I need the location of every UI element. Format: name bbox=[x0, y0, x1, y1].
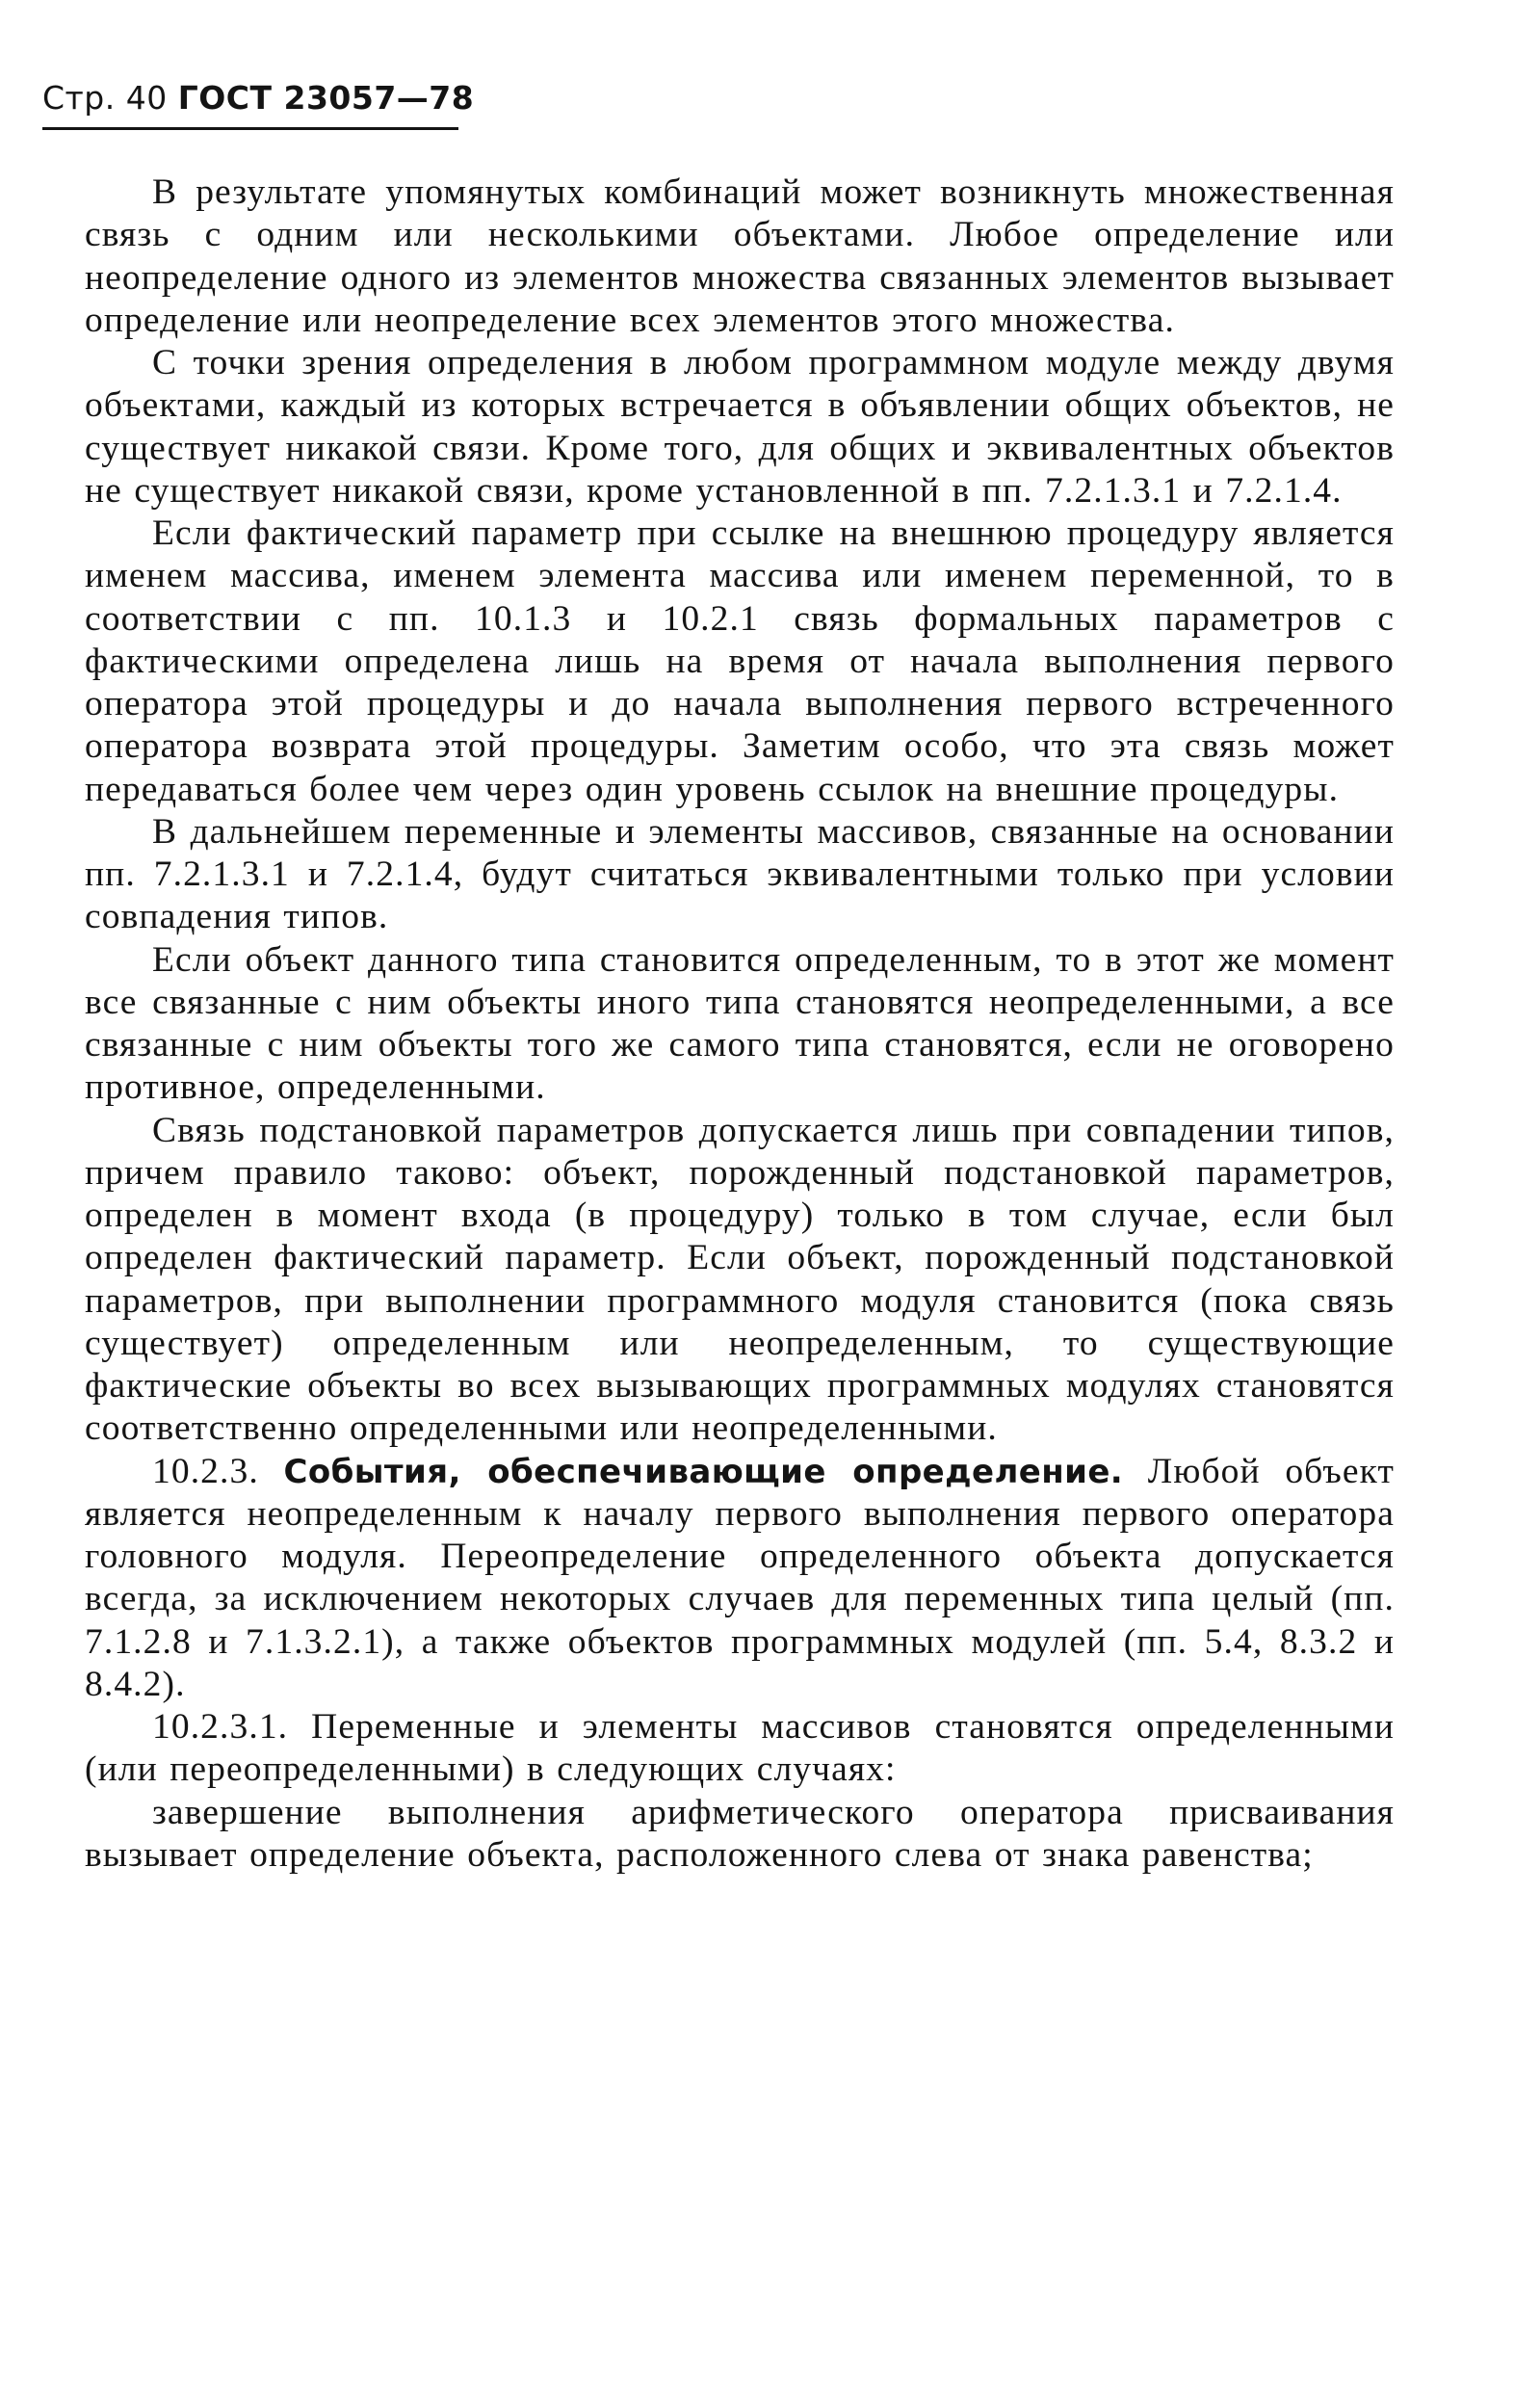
paragraph: Связь подстановкой параметров допускается лишь при совпадении типов, причем правило таково: объект, порожденный подстановкой параметров, определен в момент входа (в процедуру) только в том случае, если был определен фактический параметр. Если объект, порожденный подстановкой параметров, при выполнении программного модуля становится (пока связь существует) определенным или неопределенным, то существующие фактические объекты во всех вызывающих программных модулях становятся соответственно определенными или неопределенными. bbox=[85, 1110, 1395, 1449]
paragraph: В дальнейшем переменные и элементы массивов, связанные на основании пп. 7.2.1.3.1 и 7.2.1.4, будут считаться эквивалентными только при условии совпадения типов. bbox=[85, 811, 1395, 937]
paragraph: Если фактический параметр при ссылке на внешнюю процедуру является именем массива, именем элемента массива или именем переменной, то в соответствии с пп. 10.1.3 и 10.2.1 связь формальных параметров с фактическими определена лишь на время от начала выполнения первого оператора этой процедуры и до начала выполнения первого встреченного оператора возврата этой процедуры. Заметим особо, что эта связь может передаваться более чем через один уровень ссылок на внешние процедуры. bbox=[85, 513, 1395, 809]
page-header bbox=[42, 79, 474, 118]
section-heading: События, обеспечивающие определение. bbox=[283, 1452, 1124, 1491]
document-body bbox=[85, 171, 1395, 1877]
paragraph: В результате упомянутых комбинаций может возникнуть множественная связь с одним или несколькими объектами. Любое определение или неопределение одного из элементов множества связанных элементов вызывает определение или неопределение всех элементов этого множества. bbox=[85, 172, 1395, 340]
header-underline bbox=[42, 127, 458, 130]
paragraph: Если объект данного типа становится определенным, то в этот же момент все связанные с ним объекты иного типа становятся неопределенными, а все связанные с ним объекты того же самого типа становятся, если не оговорено противное, определенными. bbox=[85, 939, 1395, 1108]
paragraph: 10.2.3.1. Переменные и элементы массивов становятся определенными (или переопределенными) в следующих случаях: bbox=[85, 1707, 1395, 1790]
standard-number: ГОСТ 23057—78 bbox=[177, 79, 475, 117]
paragraph: С точки зрения определения в любом программном модуле между двумя объектами, каждый из которых встречается в объявлении общих объектов, не существует никакой связи. Кроме того, для общих и эквивалентных объектов не существует никакой связи, кроме установленной в пп. 7.2.1.3.1 и 7.2.1.4. bbox=[85, 343, 1395, 511]
section-number: 10.2.3. bbox=[152, 1451, 259, 1491]
page-number: Стр. 40 bbox=[42, 79, 168, 117]
section-paragraph: 10.2.3. События, обеспечивающие определение. Любой объект является неопределенным к началу первого выполнения первого оператора головного модуля. Переопределение определенного объекта допускается всегда, за исключением некоторых случаев для переменных типа целый (пп. 7.1.2.8 и 7.1.3.2.1), а также объектов программных модулей (пп. 5.4, 8.3.2 и 8.4.2). bbox=[85, 1451, 1395, 1704]
paragraph: завершение выполнения арифметического оператора присваивания вызывает определение объекта, расположенного слева от знака равенства; bbox=[85, 1792, 1395, 1875]
